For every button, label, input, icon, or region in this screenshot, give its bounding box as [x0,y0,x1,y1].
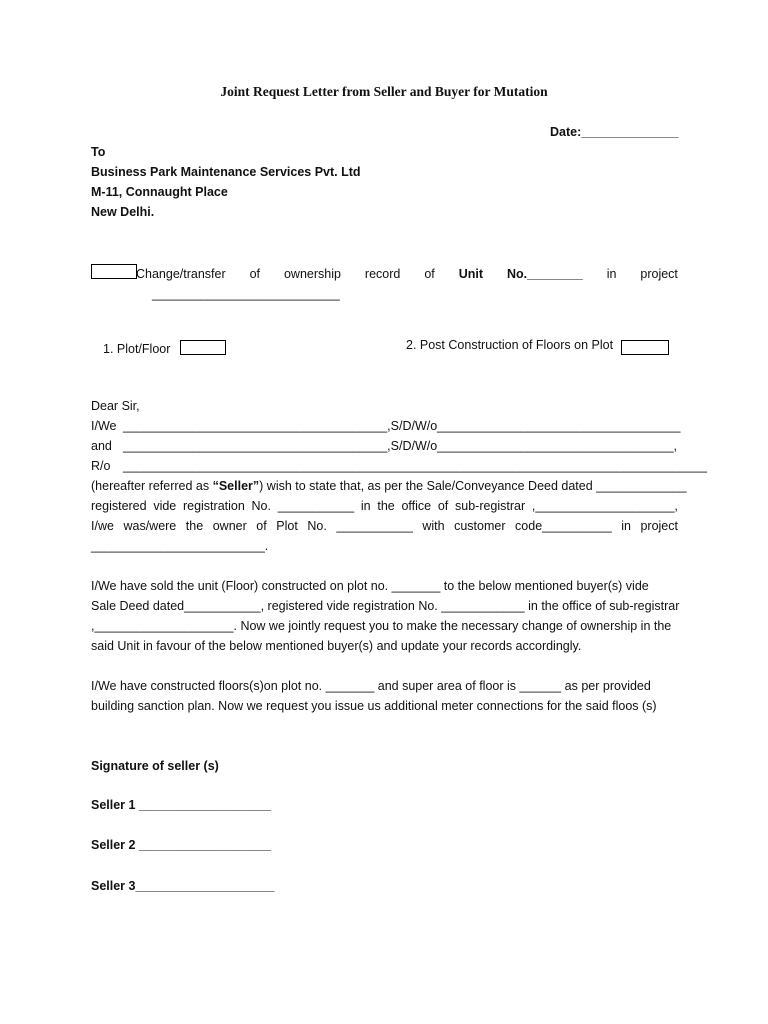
subject-word: in [606,267,617,281]
date-line: Date:______________ [550,125,679,139]
plot-floor-checkbox[interactable] [180,340,226,355]
paragraph1-line3: I/we was/were the owner of Plot No. ___________ with customer code__________ in project [91,519,678,533]
paragraph1-line4: _________________________. [91,539,269,553]
and-label: and [91,439,112,453]
paragraph2-line4: said Unit in favour of the below mentioned buyer(s) and update your records accordingly. [91,639,582,653]
iwe-label: I/We [91,419,117,433]
seller2-signature-line: Seller 2 ___________________ [91,838,272,852]
recipient-address-line1: M-11, Connaught Place [91,185,228,199]
to-label: To [91,145,106,159]
subject-word: of [424,267,435,281]
paragraph1-line1: (hereafter referred as “Seller”) wish to state that, as per the Sale/Conveyance Deed dated _____________ [91,479,687,493]
paragraph2-line2: Sale Deed dated___________, registered vide registration No. ____________ in the office of sub-registrar [91,599,680,613]
iwe-blank: ______________________________________,S/D/W/o___________________________________ [123,419,681,433]
paragraph2-line1: I/We have sold the unit (Floor) constructed on plot no. _______ to the below mentioned buyer(s) vide [91,579,649,593]
paragraph3-line1: I/We have constructed floors(s)on plot no. _______ and super area of floor is ______ as per provided [91,679,651,693]
seller3-signature-line: Seller 3____________________ [91,879,275,893]
subject-word: Change/transfer [136,267,226,281]
subject-word: ownership [283,267,341,281]
subject-word: project [640,267,678,281]
signature-heading: Signature of seller (s) [91,759,219,773]
ro-label: R/o [91,459,111,473]
post-construction-checkbox[interactable] [621,340,669,355]
subject-line [136,267,678,281]
recipient-address-line2: New Delhi. [91,205,155,219]
salutation: Dear Sir, [91,399,140,413]
option-post-construction-label: 2. Post Construction of Floors on Plot [406,338,614,352]
and-blank: ______________________________________,S/D/W/o__________________________________, [123,439,678,453]
page-title: Joint Request Letter from Seller and Buyer for Mutation [220,84,548,99]
subject-word: Unit [458,267,484,281]
recipient-company: Business Park Maintenance Services Pvt. Ltd [91,165,361,179]
project-blank: ___________________________ [152,287,340,301]
ro-blank: ____________________________________________________________________________________ [123,459,707,473]
option-plot-floor-label: 1. Plot/Floor [103,342,171,356]
paragraph2-line3: ,____________________. Now we jointly request you to make the necessary change of ownership in the [91,619,672,633]
paragraph3-line2: building sanction plan. Now we request you issue us additional meter connections for the said floos (s) [91,699,657,713]
change-transfer-checkbox[interactable] [91,264,137,279]
unit-no-label: No.________ [506,267,583,281]
paragraph1-line2: registered vide registration No. ___________ in the office of sub-registrar ,____________________, [91,499,678,513]
seller1-signature-line: Seller 1 ___________________ [91,798,272,812]
subject-word: record [364,267,401,281]
subject-word: of [249,267,261,281]
